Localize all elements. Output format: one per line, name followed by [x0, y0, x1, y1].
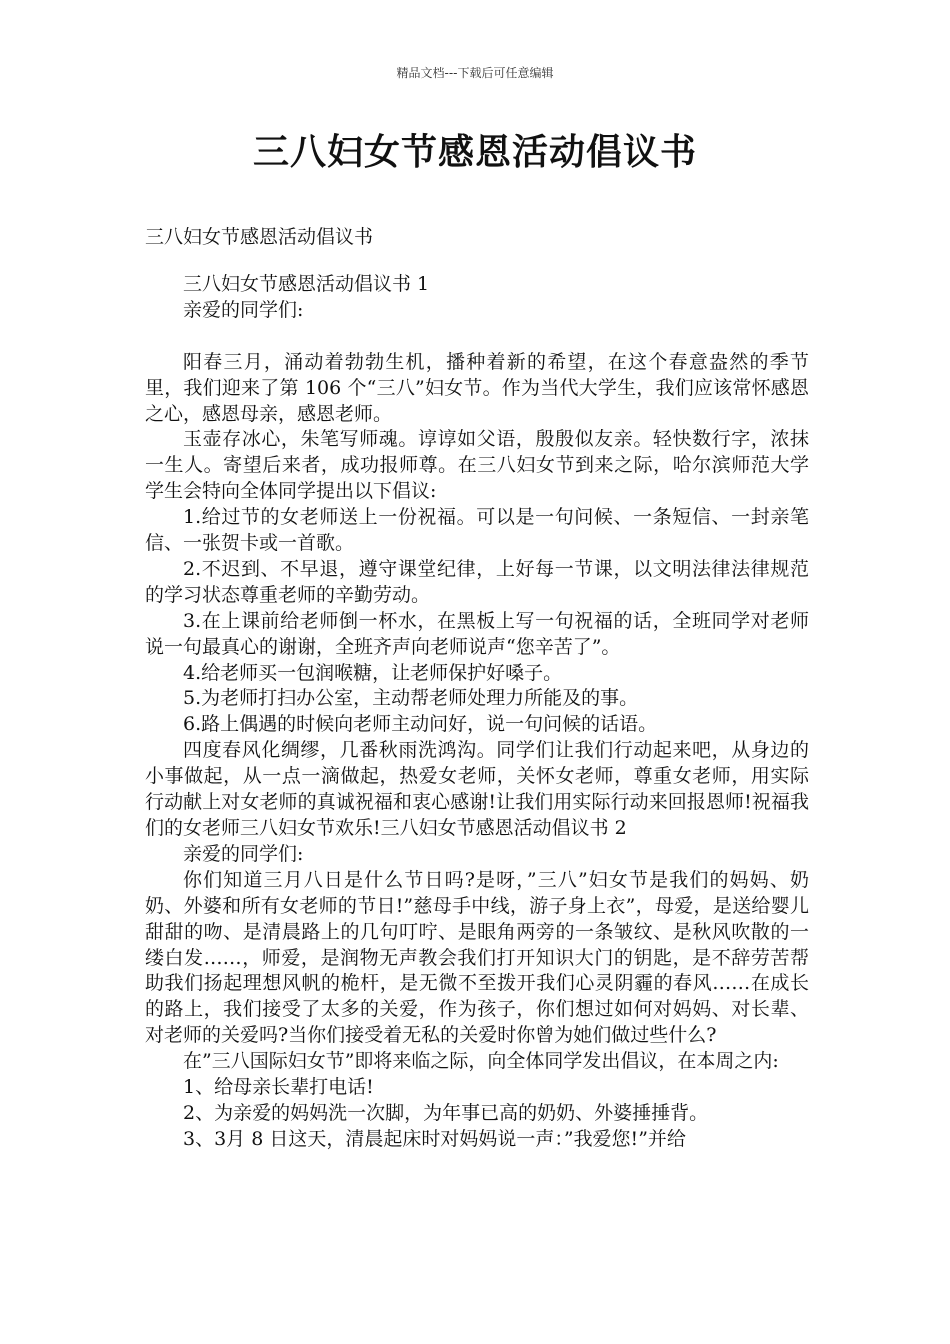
paragraph: 四度春风化绸缪，几番秋雨洗鸿沟。同学们让我们行动起来吧，从身边的小事做起，从一点一滴做起，热爱女老师，关怀女老师，尊重女老师，用实际行动献上对女老师的真诚祝福和衷心感谢!让我们用实际行动来回报恩师!祝福我们的女老师三八妇女节欢乐!三八妇女节感恩活动倡议书 2: [145, 739, 809, 840]
document-title: 三八妇女节感恩活动倡议书: [252, 132, 697, 173]
paragraph: 亲爱的同学们:: [183, 298, 304, 321]
paragraph: 阳春三月，涌动着勃勃生机，播种着新的希望，在这个春意盎然的季节里，我们迎来了第 106 个“三八”妇女节。作为当代大学生，我们应该常怀感恩之心，感恩母亲，感恩老师。: [145, 350, 809, 425]
paragraph: 玉壶存冰心，朱笔写师魂。谆谆如父语，殷殷似友亲。轻快数行字，浓抹一生人。寄望后来者，成功报师尊。在三八妇女节到来之际，哈尔滨师范大学学生会特向全体同学提出以下倡议:: [145, 428, 809, 503]
paragraph: 三八妇女节感恩活动倡议书 1: [183, 273, 430, 295]
paragraph: 1.给过节的女老师送上一份祝福。可以是一句问候、一条短信、一封亲笔信、一张贺卡或一首歌。: [145, 506, 809, 555]
paragraph: 6.路上偶遇的时候向老师主动问好，说一句问候的话语。: [183, 713, 658, 736]
paragraph: 2.不迟到、不早退，遵守课堂纪律，上好每一节课，以文明法律法律规范的学习状态尊重老师的辛勤劳动。: [145, 557, 809, 606]
paragraph: 亲爱的同学们:: [183, 842, 304, 865]
paragraph: 1、给母亲长辈打电话!: [183, 1076, 374, 1099]
paragraph: 3.在上课前给老师倒一杯水，在黑板上写一句祝福的话，全班同学对老师说一句最真心的谢谢，全班齐声向老师说声“您辛苦了”。: [145, 609, 809, 658]
document-subtitle: 三八妇女节感恩活动倡议书: [145, 226, 374, 248]
paragraph: 5.为老师打扫办公室，主动帮老师处理力所能及的事。: [183, 687, 639, 710]
paragraph: 你们知道三月八日是什么节日吗?是呀，”三八”妇女节是我们的妈妈、奶奶、外婆和所有女老师的节日!”慈母手中线，游子身上衣”，母爱，是送给婴儿甜甜的吻、是清晨路上的几句叮咛、是眼角两旁的一条皱纹、是秋风吹散的一缕白发……，师爱，是润物无声教会我们打开知识大门的钥匙，是不辞劳苦帮助我们扬起理想风帆的桅杆，是无微不至拨开我们心灵阴霾的春风……在成长的路上，我们接受了太多的关爱，作为孩子，你们想过如何对妈妈、对长辈、对老师的关爱吗?当你们接受着无私的关爱时你曾为她们做过些什么?: [145, 868, 809, 1047]
paragraph: 4.给老师买一包润喉糖，让老师保护好嗓子。: [183, 661, 563, 684]
header-note: 精品文档---下载后可任意编辑: [396, 66, 554, 80]
paragraph: 3、3月 8 日这天，清晨起床时对妈妈说一声：”我爱您!”并给: [183, 1127, 686, 1150]
paragraph: 2、为亲爱的妈妈洗一次脚，为年事已高的奶奶、外婆捶捶背。: [183, 1101, 709, 1124]
document-body: [145, 272, 809, 1153]
blank-line: [145, 324, 809, 350]
paragraph: 在”三八国际妇女节”即将来临之际，向全体同学发出倡议，在本周之内:: [183, 1050, 779, 1073]
